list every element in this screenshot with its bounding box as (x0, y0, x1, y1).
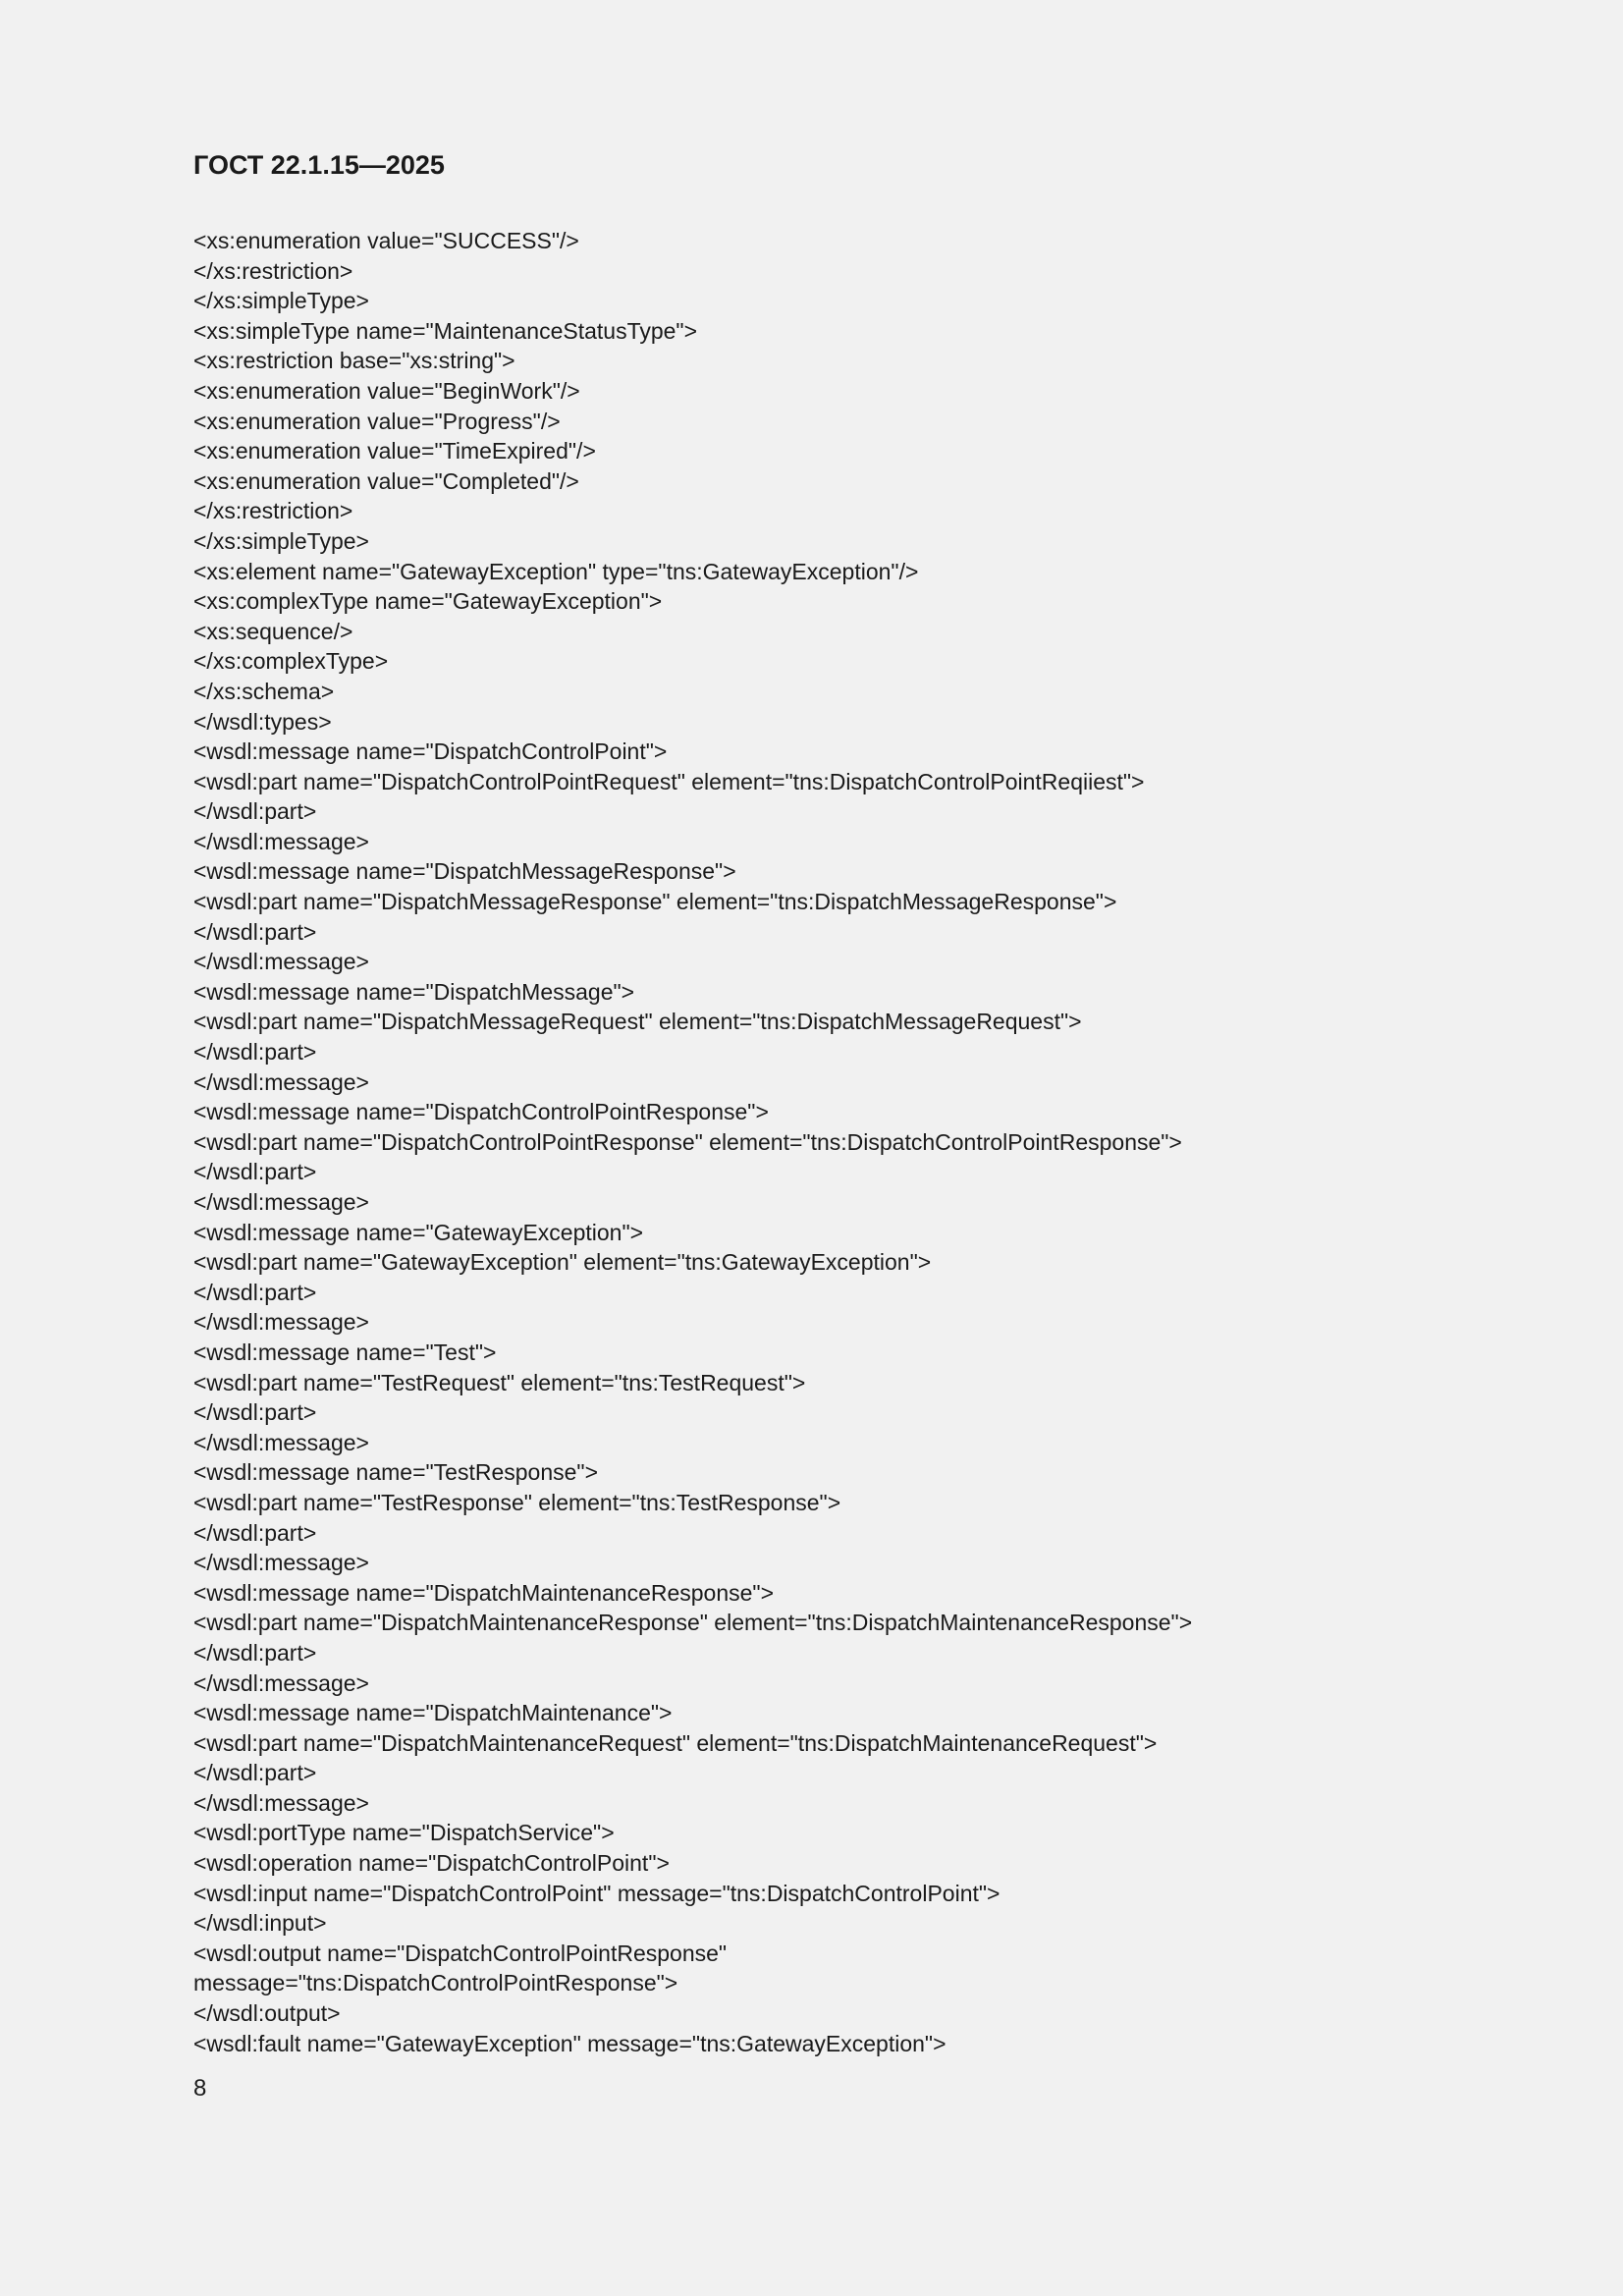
code-line: <wsdl:output name="DispatchControlPointResponse" (193, 1940, 728, 1966)
code-line: <xs:restriction base="xs:string"> (193, 348, 515, 374)
code-line: <xs:element name="GatewayException" type="tns:GatewayException"/> (193, 558, 919, 584)
code-line: </wsdl:part> (193, 1639, 317, 1666)
code-line: </wsdl:part> (193, 1760, 317, 1786)
code-line: <wsdl:message name="DispatchControlPointResponse"> (193, 1099, 769, 1125)
code-line: <wsdl:part name="DispatchMaintenanceRequest" element="tns:DispatchMaintenanceRequest"> (193, 1729, 1158, 1756)
code-line: </wsdl:part> (193, 1519, 317, 1546)
code-line: <xs:simpleType name="MaintenanceStatusType"> (193, 317, 698, 344)
code-line: </wsdl:output> (193, 2000, 341, 2027)
code-line: message="tns:DispatchControlPointResponse"> (193, 1970, 678, 1996)
code-line: <wsdl:part name="DispatchMaintenanceResponse" element="tns:DispatchMaintenanceResponse"> (193, 1610, 1193, 1636)
code-line: <xs:enumeration value="Progress"/> (193, 408, 561, 434)
code-line: <wsdl:message name="Test"> (193, 1339, 497, 1365)
code-line: <wsdl:part name="TestResponse" element="tns:TestResponse"> (193, 1489, 841, 1515)
code-line: </wsdl:part> (193, 1399, 317, 1426)
code-line: <wsdl:part name="DispatchControlPointResponse" element="tns:DispatchControlPointResponse"> (193, 1128, 1182, 1155)
code-line: <wsdl:part name="GatewayException" element="tns:GatewayException"> (193, 1249, 932, 1276)
code-line: <wsdl:part name="DispatchControlPointRequest" element="tns:DispatchControlPointReqiiest"> (193, 768, 1145, 794)
code-line: </xs:simpleType> (193, 288, 369, 314)
code-line: </wsdl:message> (193, 1309, 369, 1336)
code-line: <xs:enumeration value="Completed"/> (193, 467, 579, 494)
code-line: <wsdl:input name="DispatchControlPoint" message="tns:DispatchControlPoint"> (193, 1880, 1001, 1906)
document-header: ГОСТ 22.1.15—2025 (193, 150, 445, 180)
code-line: <wsdl:portType name="DispatchService"> (193, 1820, 615, 1846)
code-line: <xs:enumeration value="SUCCESS"/> (193, 228, 579, 253)
code-line: </wsdl:message> (193, 828, 369, 854)
code-line: <wsdl:part name="TestRequest" element="tns:TestRequest"> (193, 1369, 806, 1395)
code-line: <wsdl:part name="DispatchMessageRequest" element="tns:DispatchMessageRequest"> (193, 1009, 1082, 1035)
code-line: <xs:enumeration value="TimeExpired"/> (193, 438, 596, 465)
code-line: </xs:restriction> (193, 498, 353, 524)
code-line: <xs:complexType name="GatewayException"> (193, 588, 663, 615)
code-line: <wsdl:operation name="DispatchControlPoint"> (193, 1850, 670, 1877)
code-line: </wsdl:part> (193, 1159, 317, 1185)
code-line: <wsdl:message name="DispatchMessage"> (193, 978, 635, 1005)
code-line: </wsdl:message> (193, 1550, 369, 1576)
code-line: </wsdl:message> (193, 1429, 369, 1455)
code-line: </wsdl:message> (193, 949, 369, 975)
code-line: <wsdl:message name="DispatchControlPoint"> (193, 738, 668, 765)
code-line: </wsdl:part> (193, 1039, 317, 1066)
code-line: </wsdl:input> (193, 1910, 327, 1937)
code-line: </xs:schema> (193, 678, 335, 704)
code-line: <xs:sequence/> (193, 618, 353, 644)
code-line: </xs:restriction> (193, 257, 353, 284)
code-line: <wsdl:message name="DispatchMessageResponse"> (193, 858, 736, 885)
code-listing (193, 226, 1470, 2058)
code-line: </wsdl:part> (193, 798, 317, 825)
code-line: <wsdl:message name="TestResponse"> (193, 1459, 599, 1486)
code-line: </wsdl:types> (193, 708, 332, 735)
code-line: </wsdl:message> (193, 1189, 369, 1215)
code-line: <wsdl:fault name="GatewayException" message="tns:GatewayException"> (193, 2030, 947, 2056)
code-line: </wsdl:message> (193, 1068, 369, 1095)
code-line: </wsdl:message> (193, 1789, 369, 1816)
code-line: <xs:enumeration value="BeginWork"/> (193, 377, 580, 404)
code-line: <wsdl:part name="DispatchMessageResponse" element="tns:DispatchMessageResponse"> (193, 889, 1117, 915)
code-line: <wsdl:message name="DispatchMaintenanceResponse"> (193, 1579, 775, 1606)
code-line: </xs:simpleType> (193, 527, 369, 554)
code-line: <wsdl:message name="DispatchMaintenance"> (193, 1700, 673, 1726)
code-line: </wsdl:part> (193, 1279, 317, 1305)
code-line: </wsdl:part> (193, 918, 317, 945)
page-number: 8 (193, 2075, 207, 2102)
code-line: </xs:complexType> (193, 648, 389, 675)
code-line: </wsdl:message> (193, 1669, 369, 1696)
code-line: <wsdl:message name="GatewayException"> (193, 1219, 644, 1245)
